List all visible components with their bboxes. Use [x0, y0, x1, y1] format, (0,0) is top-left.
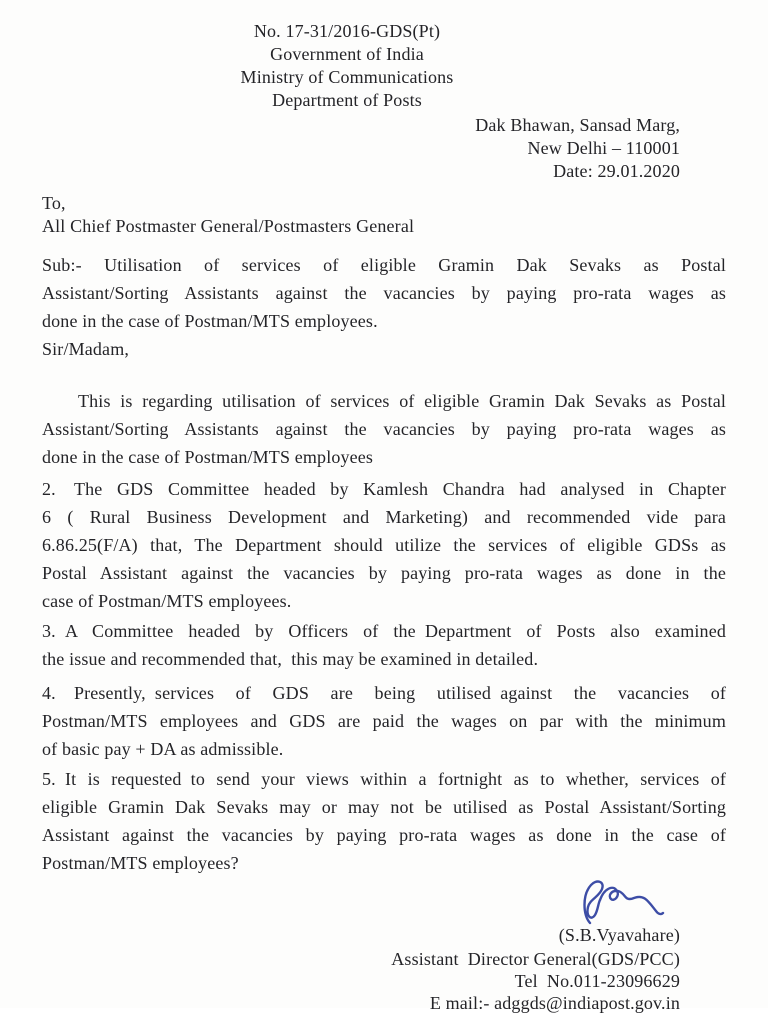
signature-block	[42, 877, 680, 1014]
signature-scribble	[568, 877, 668, 927]
address-line: New Delhi – 110001	[527, 138, 680, 158]
para-line: Assistant/Sorting Assistants against the vacancies by paying pro-rata wages as	[42, 419, 726, 439]
para-line: This is regarding utilisation of services of eligible Gramin Dak Sevaks as Postal	[78, 391, 726, 411]
para-line: 2. The GDS Committee headed by Kamlesh Chandra had analysed in Chapter	[42, 479, 726, 499]
paragraph-5	[42, 765, 726, 877]
subject-line: done in the case of Postman/MTS employees.	[42, 311, 378, 331]
address-line: Dak Bhawan, Sansad Marg,	[475, 115, 680, 135]
para-line: done in the case of Postman/MTS employees	[42, 447, 374, 467]
subject-paragraph	[42, 251, 726, 335]
para-line: 5. It is requested to send your views within a fortnight as to whether, services of	[42, 769, 726, 789]
para-line: of basic pay + DA as admissible.	[42, 739, 284, 759]
letter-header	[42, 20, 652, 112]
para-line: Postman/MTS employees?	[42, 853, 239, 873]
subject-line: Assistant/Sorting Assistants against the vacancies by paying pro-rata wages as	[42, 283, 726, 303]
org-line: Ministry of Communications	[240, 67, 454, 87]
org-line: Government of India	[270, 44, 424, 64]
addressee: All Chief Postmaster General/Postmasters General	[42, 216, 415, 236]
subject-line: Sub:- Utilisation of services of eligible Gramin Dak Sevaks as Postal	[42, 255, 726, 275]
para-line: Assistant against the vacancies by paying pro-rata wages as done in the case of	[42, 825, 726, 845]
salutation: Sir/Madam,	[42, 339, 129, 359]
para-line: 3. A Committee headed by Officers of the Department of Posts also examined	[42, 621, 726, 641]
signatory-phone: Tel No.011-23096629	[514, 971, 680, 991]
signatory-designation: Assistant Director General(GDS/PCC)	[391, 949, 680, 969]
ref-number: No. 17-31/2016-GDS(Pt)	[253, 21, 441, 41]
signatory-name: (S.B.Vyavahare)	[558, 925, 680, 945]
paragraph-1	[42, 387, 726, 471]
org-line: Department of Posts	[272, 90, 422, 110]
para-line: 6.86.25(F/A) that, The Department should utilize the services of eligible GDSs as	[42, 535, 726, 555]
signatory-email: E mail:- adggds@indiapost.gov.in	[429, 993, 680, 1013]
addressee-block	[42, 192, 726, 238]
para-line: case of Postman/MTS employees.	[42, 591, 292, 611]
para-line: 4. Presently, services of GDS are being utilised against the vacancies of	[42, 683, 726, 703]
place-date-block	[42, 114, 680, 183]
paragraph-3	[42, 617, 726, 673]
to-label: To,	[42, 193, 66, 213]
para-line: eligible Gramin Dak Sevaks may or may not be utilised as Postal Assistant/Sorting	[42, 797, 726, 817]
para-line: the issue and recommended that, this may be examined in detailed.	[42, 649, 539, 669]
para-line: 6 ( Rural Business Development and Marketing) and recommended vide para	[42, 507, 726, 527]
date-line: Date: 29.01.2020	[553, 161, 680, 181]
paragraph-2	[42, 475, 726, 615]
para-line: Postman/MTS employees and GDS are paid the wages on par with the minimum	[42, 711, 726, 731]
paragraph-4	[42, 679, 726, 763]
para-line: Postal Assistant against the vacancies by paying pro-rata wages as done in the	[42, 563, 726, 583]
